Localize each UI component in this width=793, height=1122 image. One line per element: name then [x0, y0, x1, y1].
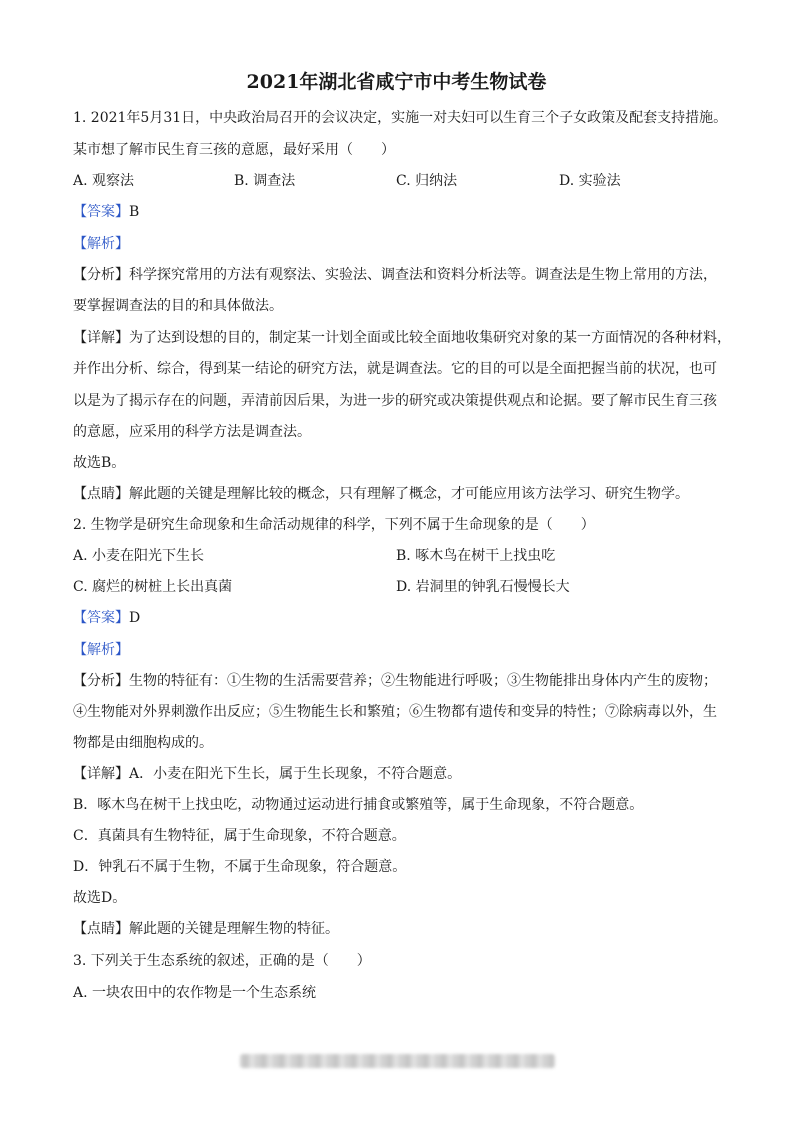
q2-stem: 2. 生物学是研究生命现象和生命活动规律的科学，下列不属于生命现象的是（ ） — [73, 517, 595, 533]
q1-analysis-tag: 【解析】 — [73, 236, 129, 252]
q2-fenxi-line-3: 物都是由细胞构成的。 — [73, 735, 213, 751]
q1-dianjing-line — [73, 484, 689, 504]
q1-xiangjie-line-1 — [73, 328, 731, 348]
q1-dianjing-tag: 【点睛】 — [73, 486, 129, 502]
page-title: 2021年湖北省咸宁市中考生物试卷 — [246, 71, 547, 93]
q2-analysis-tag: 【解析】 — [73, 642, 129, 658]
q1-xiangjie-text-1: 为了达到设想的目的，制定某一计划全面或比较全面地收集研究对象的某一方面情况的各种材料， — [129, 330, 731, 346]
q1-option-b: B. 调查法 — [234, 173, 296, 189]
q1-fenxi-line-1 — [73, 265, 717, 285]
q2-answer — [73, 608, 140, 628]
q1-choose: 故选B。 — [73, 455, 126, 471]
q1-xiangjie-line-3: 以是为了揭示存在的问题，弄清前因后果，为进一步的研究或决策提供观点和论据。要了解市民生育三孩 — [73, 393, 717, 409]
q2-option-b: B. 啄木鸟在树干上找虫吃 — [396, 548, 556, 564]
q1-option-a: A. 观察法 — [73, 173, 135, 189]
q2-option-d: D. 岩洞里的钟乳石慢慢长大 — [396, 579, 570, 595]
q1-option-d: D. 实验法 — [559, 173, 621, 189]
q2-answer-tag: 【答案】 — [73, 610, 129, 626]
q1-stem-line-2: 某市想了解市民生育三孩的意愿，最好采用（ ） — [73, 142, 395, 158]
q1-option-c: C. 归纳法 — [396, 173, 458, 189]
q3-option-a: A. 一块农田中的农作物是一个生态系统 — [73, 985, 317, 1001]
q1-xiangjie-line-4: 的意愿，应采用的科学方法是调查法。 — [73, 424, 311, 440]
q1-answer-tag: 【答案】 — [73, 204, 129, 220]
q2-option-a: A. 小麦在阳光下生长 — [73, 548, 205, 564]
q3-stem: 3. 下列关于生态系统的叙述，正确的是（ ） — [73, 953, 371, 969]
q2-dianjing-text: 解此题的关键是理解生物的特征。 — [129, 921, 339, 937]
q1-fenxi-text-1: 科学探究常用的方法有观察法、实验法、调查法和资料分析法等。调查法是生物上常用的方法， — [129, 267, 717, 283]
q1-answer — [73, 202, 139, 222]
q1-fenxi-line-2: 要掌握调查法的目的和具体做法。 — [73, 298, 283, 314]
q2-dianjing-line — [73, 919, 339, 939]
q2-xiangjie-line-a — [73, 764, 461, 784]
q2-xiangjie-line-d: D．钟乳石不属于生物，不属于生命现象，符合题意。 — [73, 859, 407, 875]
q2-fenxi-tag: 【分析】 — [73, 673, 129, 689]
q2-fenxi-line-2: ④生物能对外界刺激作出反应；⑤生物能生长和繁殖；⑥生物都有遗传和变异的特性；⑦除病毒以外，生 — [73, 704, 717, 720]
q2-xiangjie-line-b: B．啄木鸟在树干上找虫吃，动物通过运动进行捕食或繁殖等，属于生命现象，不符合题意。 — [73, 797, 644, 813]
q1-dianjing-text: 解此题的关键是理解比较的概念，只有理解了概念，才可能应用该方法学习、研究生物学。 — [129, 486, 689, 502]
q2-dianjing-tag: 【点睛】 — [73, 921, 129, 937]
q2-fenxi-line-1 — [73, 671, 717, 691]
q2-xiangjie-line-c: C．真菌具有生物特征，属于生命现象，不符合题意。 — [73, 828, 406, 844]
q2-xiangjie-text-a: A．小麦在阳光下生长，属于生长现象，不符合题意。 — [129, 766, 462, 782]
q2-fenxi-text-1: 生物的特征有：①生物的生活需要营养；②生物能进行呼吸；③生物能排出身体内产生的废物； — [129, 673, 717, 689]
q1-fenxi-tag: 【分析】 — [73, 267, 129, 283]
q1-xiangjie-tag: 【详解】 — [73, 330, 129, 346]
q2-answer-value: D — [129, 610, 141, 626]
q1-stem-line-1: 1. 2021年5月31日，中央政治局召开的会议决定，实施一对夫妇可以生育三个子女政策及配套支持措施。 — [73, 110, 728, 126]
q1-xiangjie-line-2: 并作出分析、综合，得到某一结论的研究方法，就是调查法。它的目的可以是全面把握当前的状况，也可 — [73, 361, 717, 377]
blurred-footer-watermark — [240, 1054, 555, 1068]
q2-choose: 故选D。 — [73, 890, 127, 906]
q2-xiangjie-tag: 【详解】 — [73, 766, 129, 782]
q1-answer-value: B — [129, 204, 140, 220]
q2-option-c: C. 腐烂的树桩上长出真菌 — [73, 579, 233, 595]
